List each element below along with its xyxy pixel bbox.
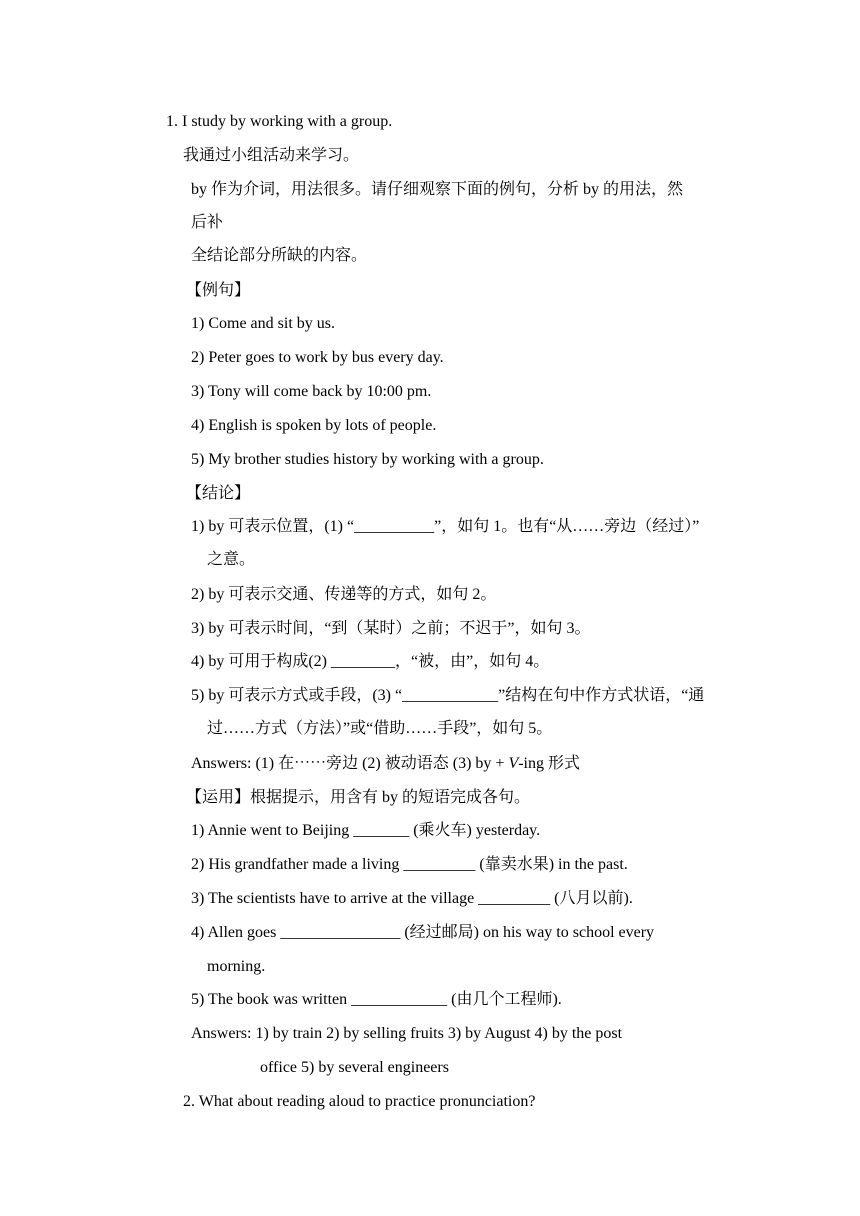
conclusion-line: 2) by 可表示交通、传递等的方式，如句 2。	[191, 586, 497, 603]
example-sentence: 2) Peter goes to work by bus every day.	[191, 349, 444, 366]
answers-suffix: -ing 形式	[518, 755, 580, 772]
item2-heading: 2. What about reading aloud to practice pronunciation?	[183, 1093, 536, 1110]
example-sentence: 1) Come and sit by us.	[191, 315, 335, 332]
example-sentence: 4) English is spoken by lots of people.	[191, 417, 437, 434]
conclusion-line: 过……方式（方法）”或“借助……手段”，如句 5。	[207, 720, 553, 737]
practice-line: 1) Annie went to Beijing _______ (乘火车) yesterday.	[191, 822, 541, 839]
practice-line: 5) The book was written ____________ (由几个工程师).	[191, 991, 562, 1008]
practice-line: 3) The scientists have to arrive at the village _________ (八月以前).	[191, 890, 633, 907]
intro-line: by 作为介词，用法很多。请仔细观察下面的例句，分析 by 的用法，然	[191, 181, 684, 198]
example-sentence: 5) My brother studies history by working with a group.	[191, 451, 544, 468]
conclusion-line: 之意。	[207, 551, 256, 568]
conclusion-line: 5) by 可表示方式或手段，(3) “____________”结构在句中作方式状语，“通	[191, 687, 705, 704]
practice-line: 2) His grandfather made a living _________ (靠卖水果) in the past.	[191, 856, 628, 873]
practice-line: 4) Allen goes _______________ (经过邮局) on his way to school every	[191, 924, 655, 941]
conclusion-line: 4) by 可用于构成(2) ________，“被，由”，如句 4。	[191, 653, 550, 670]
conclusion-heading: 【结论】	[186, 485, 251, 502]
conclusion-line: 1) by 可表示位置，(1) “__________”，如句 1。也有“从……旁边（经过）”	[191, 518, 700, 535]
item1-heading: 1. I study by working with a group.	[166, 113, 393, 130]
answers-v: V	[508, 755, 519, 772]
answers-line: Answers: 1) by train 2) by selling fruits 3) by August 4) by the post	[191, 1025, 623, 1042]
example-sentence: 3) Tony will come back by 10:00 pm.	[191, 383, 432, 400]
examples-heading: 【例句】	[186, 282, 251, 299]
practice-line: morning.	[207, 958, 266, 975]
conclusion-line: 3) by 可表示时间，“到（某时）之前；不迟于”，如句 3。	[191, 620, 591, 637]
answers-line: office 5) by several engineers	[260, 1059, 449, 1076]
answers-line	[191, 754, 580, 774]
practice-heading: 【运用】根据提示，用含有 by 的短语完成各句。	[186, 789, 531, 806]
intro-line: 全结论部分所缺的内容。	[191, 247, 368, 264]
intro-line: 后补	[191, 214, 224, 231]
item1-translation: 我通过小组活动来学习。	[183, 147, 360, 164]
answers-prefix: Answers: (1) 在⋯⋯旁边 (2) 被动语态 (3) by +	[191, 755, 509, 772]
